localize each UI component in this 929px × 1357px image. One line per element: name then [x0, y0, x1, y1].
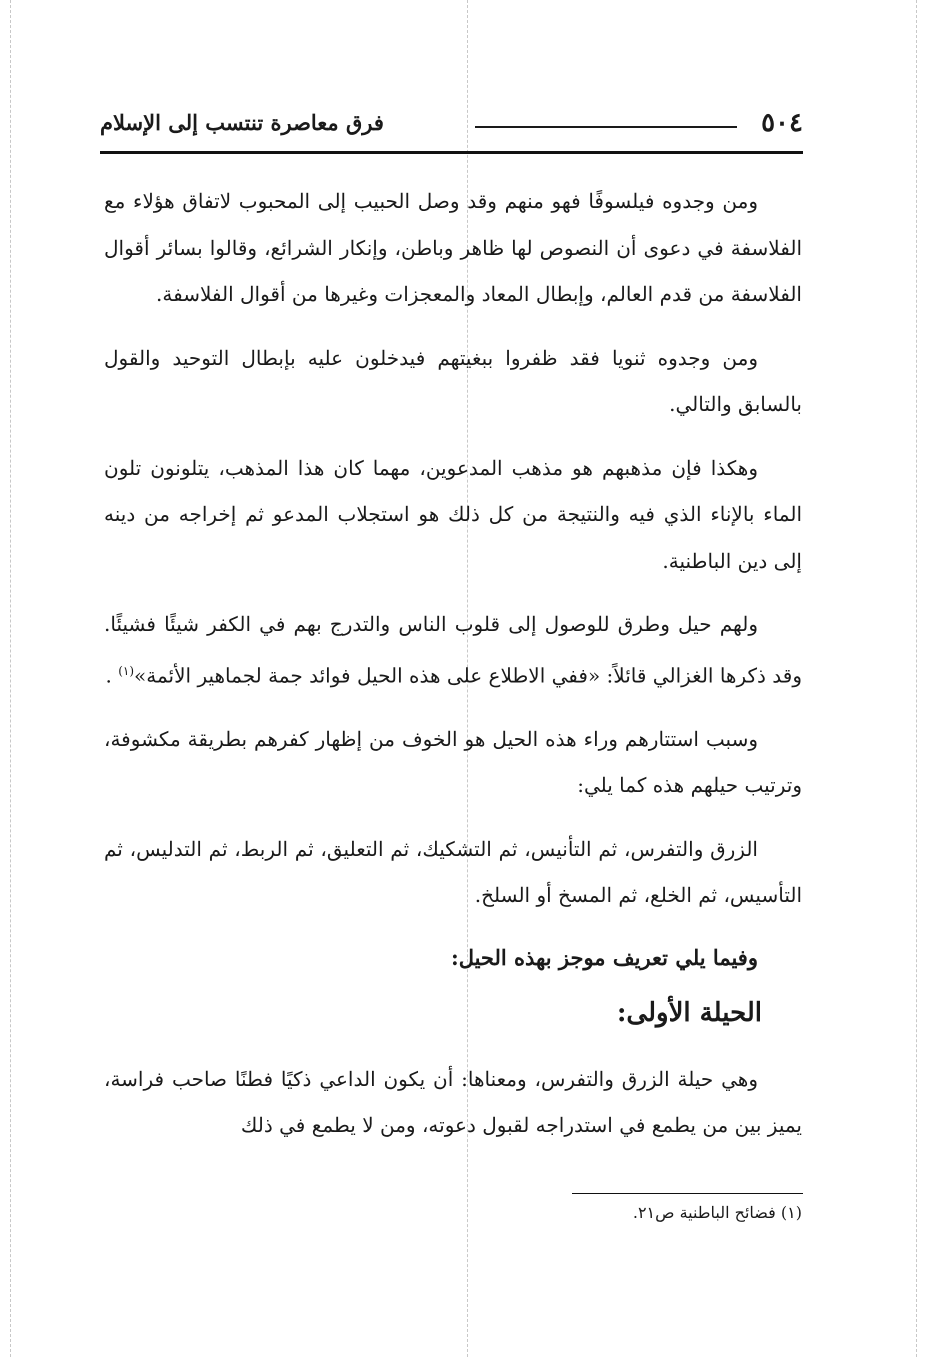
paragraph: ومن وجدوه ثنويا فقد ظفروا ببغيتهم فيدخلون عليه بإبطال التوحيد والقول بالسابق والتالي. [104, 345, 802, 416]
page-header [100, 104, 803, 150]
paragraph: الزرق والتفرس، ثم التأنيس، ثم التشكيك، ثم التعليق، ثم الربط، ثم التدليس، ثم التأسيس، ثم الخلع، ثم المسخ أو السلخ. [104, 836, 802, 908]
paragraph: وسبب استتارهم وراء هذه الحيل هو الخوف من إظهار كفرهم بطريقة مكشوفة، وترتيب حيلهم هذه كما يلي: [104, 726, 802, 798]
footnote-marker: (١) [118, 663, 135, 678]
header-rule [100, 151, 803, 154]
bold-intro-line: وفيما يلي تعريف موجز بهذه الحيل: [450, 944, 758, 970]
header-dash [475, 126, 737, 128]
paragraph: وهي حيلة الزرق والتفرس، ومعناها: أن يكون الداعي ذكيًا فطنًا صاحب فراسة، يميز بين من يطمع في استدراجه لقبول دعوته، ومن لا يطمع في ذلك [104, 1066, 802, 1138]
paragraph-with-footnote [104, 601, 802, 699]
scan-guide-line [10, 0, 11, 1357]
footnote: (١) فضائح الباطنية ص٢١. [632, 1203, 802, 1222]
paragraph: وهكذا فإن مذهبهم هو مذهب المدعوين، مهما كان هذا المذهب، يتلونون تلون الماء بالإناء الذي فيه والنتيجة من كل ذلك هو استجلاب المدعو ثم إخراجه من دينه إلى دين الباطنية. [104, 455, 802, 573]
paragraph-tail: . [105, 663, 119, 688]
paragraph-text: ولهم حيل وطرق للوصول إلى قلوب الناس والتدرج بهم في الكفر شيئًا فشيئًا. وقد ذكرها الغزالي قائلاً: «ففي الاطلاع على هذه الحيل فوائد جمة لجماهير الأئمة» [104, 612, 802, 688]
page-body [104, 178, 802, 1166]
page-number: ٥٠٤ [761, 108, 803, 138]
scan-guide-line [916, 0, 917, 1357]
section-heading: الحيلة الأولى: [616, 997, 762, 1028]
paragraph: ومن وجدوه فيلسوفًا فهو منهم وقد وصل الحبيب إلى المحبوب لاتفاق هؤلاء مع الفلاسفة في دعوى أن النصوص لها ظاهر وباطن، وإنكار الشرائع، وقالوا بسائر أقوال الفلاسفة من قدم العالم، وإبطال المعاد والمعجزات وغيرها من أقوال الفلاسفة. [104, 189, 802, 306]
footnote-rule [572, 1193, 803, 1194]
running-title: فرق معاصرة تنتسب إلى الإسلام [100, 110, 384, 135]
